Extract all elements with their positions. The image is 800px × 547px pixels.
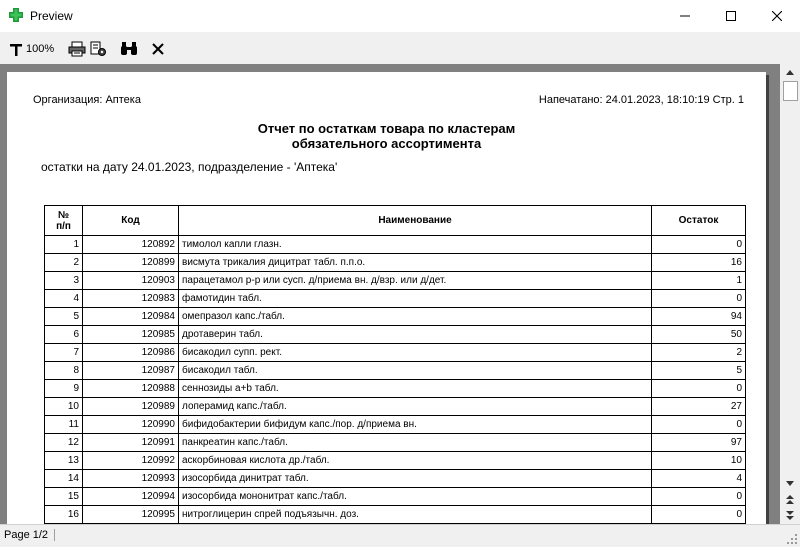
row-number-cell: 1 — [45, 236, 83, 254]
toolbar — [0, 32, 800, 64]
close-window-button[interactable] — [754, 0, 800, 32]
app-cross-icon — [8, 7, 24, 23]
resize-grip-icon[interactable] — [786, 533, 798, 545]
row-name-cell: фамотидин табл. — [179, 290, 652, 308]
row-rest-cell: 1 — [652, 272, 746, 290]
col-header-code: Код — [83, 206, 179, 236]
row-number-cell: 13 — [45, 452, 83, 470]
double-arrow-down-icon — [786, 511, 794, 520]
organization-label: Организация: Аптека — [33, 94, 141, 106]
row-number-cell: 4 — [45, 290, 83, 308]
row-number-cell: 12 — [45, 434, 83, 452]
row-name-cell: нитроглицерин спрей подъязычн. доз. — [179, 506, 652, 524]
row-code-cell: 120988 — [83, 380, 179, 398]
row-rest-cell: 0 — [652, 416, 746, 434]
row-rest-cell: 94 — [652, 308, 746, 326]
printer-icon — [68, 41, 86, 57]
zoom-in-icon — [8, 41, 24, 57]
row-rest-cell: 0 — [652, 488, 746, 506]
row-name-cell: бисакодил табл. — [179, 362, 652, 380]
row-code-cell: 120892 — [83, 236, 179, 254]
page-down-button[interactable] — [782, 507, 798, 523]
table-header-row — [45, 206, 746, 236]
row-number-cell: 14 — [45, 470, 83, 488]
row-code-cell: 120987 — [83, 362, 179, 380]
report-page — [7, 72, 766, 524]
scroll-thumb[interactable] — [783, 81, 798, 101]
printed-info: Напечатано: 24.01.2023, 18:10:19 Стр. 1 — [538, 94, 744, 106]
scroll-up-button[interactable] — [782, 64, 798, 80]
row-name-cell: парацетамол р-р или сусп. д/приема вн. д/взр. или д/дет. — [179, 272, 652, 290]
report-table — [44, 205, 746, 524]
row-rest-cell: 4 — [652, 470, 746, 488]
row-number-cell: 5 — [45, 308, 83, 326]
window-title: Preview — [30, 9, 73, 23]
table-row — [45, 272, 746, 290]
row-rest-cell: 16 — [652, 254, 746, 272]
row-rest-cell: 97 — [652, 434, 746, 452]
row-code-cell: 120984 — [83, 308, 179, 326]
row-number-cell: 15 — [45, 488, 83, 506]
table-row — [45, 308, 746, 326]
report-title — [7, 121, 766, 151]
vertical-scrollbar[interactable] — [780, 64, 800, 524]
report-subtitle: остатки на дату 24.01.2023, подразделение - 'Аптека' — [41, 160, 338, 174]
find-button[interactable] — [120, 40, 138, 58]
row-number-cell: 16 — [45, 506, 83, 524]
table-body — [45, 236, 746, 524]
row-number-cell: 8 — [45, 362, 83, 380]
maximize-icon — [726, 11, 736, 21]
row-name-cell: дротаверин табл. — [179, 326, 652, 344]
table-row — [45, 254, 746, 272]
report-title-line1: Отчет по остаткам товара по кластерам — [257, 121, 516, 136]
double-arrow-up-icon — [786, 495, 794, 504]
row-rest-cell: 50 — [652, 326, 746, 344]
row-number-cell: 6 — [45, 326, 83, 344]
row-name-cell: панкреатин капс./табл. — [179, 434, 652, 452]
row-name-cell: омепразол капс./табл. — [179, 308, 652, 326]
row-number-cell: 2 — [45, 254, 83, 272]
row-code-cell: 120992 — [83, 452, 179, 470]
close-icon — [772, 11, 782, 21]
row-number-cell: 11 — [45, 416, 83, 434]
binoculars-icon — [120, 41, 138, 57]
scroll-down-button[interactable] — [782, 475, 798, 491]
col-header-name: Наименование — [179, 206, 652, 236]
preview-area — [0, 64, 780, 524]
table-row — [45, 236, 746, 254]
row-code-cell: 120991 — [83, 434, 179, 452]
table-row — [45, 470, 746, 488]
table-row — [45, 452, 746, 470]
row-rest-cell: 0 — [652, 506, 746, 524]
row-code-cell: 120985 — [83, 326, 179, 344]
arrow-up-icon — [786, 70, 794, 75]
page-setup-button[interactable] — [89, 40, 107, 58]
table-row — [45, 362, 746, 380]
row-code-cell: 120899 — [83, 254, 179, 272]
row-code-cell: 120983 — [83, 290, 179, 308]
zoom-level: 100% — [26, 43, 55, 55]
row-name-cell: изосорбида динитрат табл. — [179, 470, 652, 488]
table-row — [45, 290, 746, 308]
page-up-button[interactable] — [782, 491, 798, 507]
row-rest-cell: 0 — [652, 380, 746, 398]
table-row — [45, 434, 746, 452]
status-bar — [0, 524, 800, 547]
close-preview-button[interactable] — [151, 40, 165, 58]
report-title-line2: обязательного ассортимента — [291, 136, 482, 151]
table-row — [45, 326, 746, 344]
row-number-cell: 9 — [45, 380, 83, 398]
arrow-down-icon — [786, 481, 794, 486]
row-number-cell: 10 — [45, 398, 83, 416]
table-row — [45, 488, 746, 506]
row-rest-cell: 5 — [652, 362, 746, 380]
maximize-button[interactable] — [708, 0, 754, 32]
row-code-cell: 120995 — [83, 506, 179, 524]
row-name-cell: изосорбида мононитрат капс./табл. — [179, 488, 652, 506]
row-rest-cell: 0 — [652, 236, 746, 254]
row-rest-cell: 0 — [652, 290, 746, 308]
col-header-num: № п/п — [45, 206, 83, 236]
close-icon — [151, 42, 165, 56]
row-code-cell: 120986 — [83, 344, 179, 362]
title-bar — [0, 0, 800, 32]
print-button[interactable] — [68, 40, 86, 58]
table-row — [45, 416, 746, 434]
table-row — [45, 344, 746, 362]
row-rest-cell: 27 — [652, 398, 746, 416]
row-name-cell: лоперамид капс./табл. — [179, 398, 652, 416]
row-code-cell: 120989 — [83, 398, 179, 416]
row-code-cell: 120994 — [83, 488, 179, 506]
row-name-cell: висмута трикалия дицитрат табл. п.п.о. — [179, 254, 652, 272]
table-row — [45, 506, 746, 524]
col-header-rest: Остаток — [652, 206, 746, 236]
minimize-icon — [680, 11, 690, 21]
row-code-cell: 120990 — [83, 416, 179, 434]
row-number-cell: 7 — [45, 344, 83, 362]
zoom-button[interactable] — [8, 40, 54, 58]
table-row — [45, 380, 746, 398]
minimize-button[interactable] — [662, 0, 708, 32]
row-number-cell: 3 — [45, 272, 83, 290]
row-code-cell: 120903 — [83, 272, 179, 290]
row-name-cell: сеннозиды a+b табл. — [179, 380, 652, 398]
row-name-cell: бисакодил супп. рект. — [179, 344, 652, 362]
table-row — [45, 398, 746, 416]
row-name-cell: бифидобактерии бифидум капс./пор. д/приема вн. — [179, 416, 652, 434]
row-rest-cell: 2 — [652, 344, 746, 362]
page-indicator: Page 1/2 — [4, 529, 55, 541]
row-rest-cell: 10 — [652, 452, 746, 470]
page-setup-icon — [89, 40, 107, 58]
row-name-cell: аскорбиновая кислота др./табл. — [179, 452, 652, 470]
row-code-cell: 120993 — [83, 470, 179, 488]
row-name-cell: тимолол капли глазн. — [179, 236, 652, 254]
